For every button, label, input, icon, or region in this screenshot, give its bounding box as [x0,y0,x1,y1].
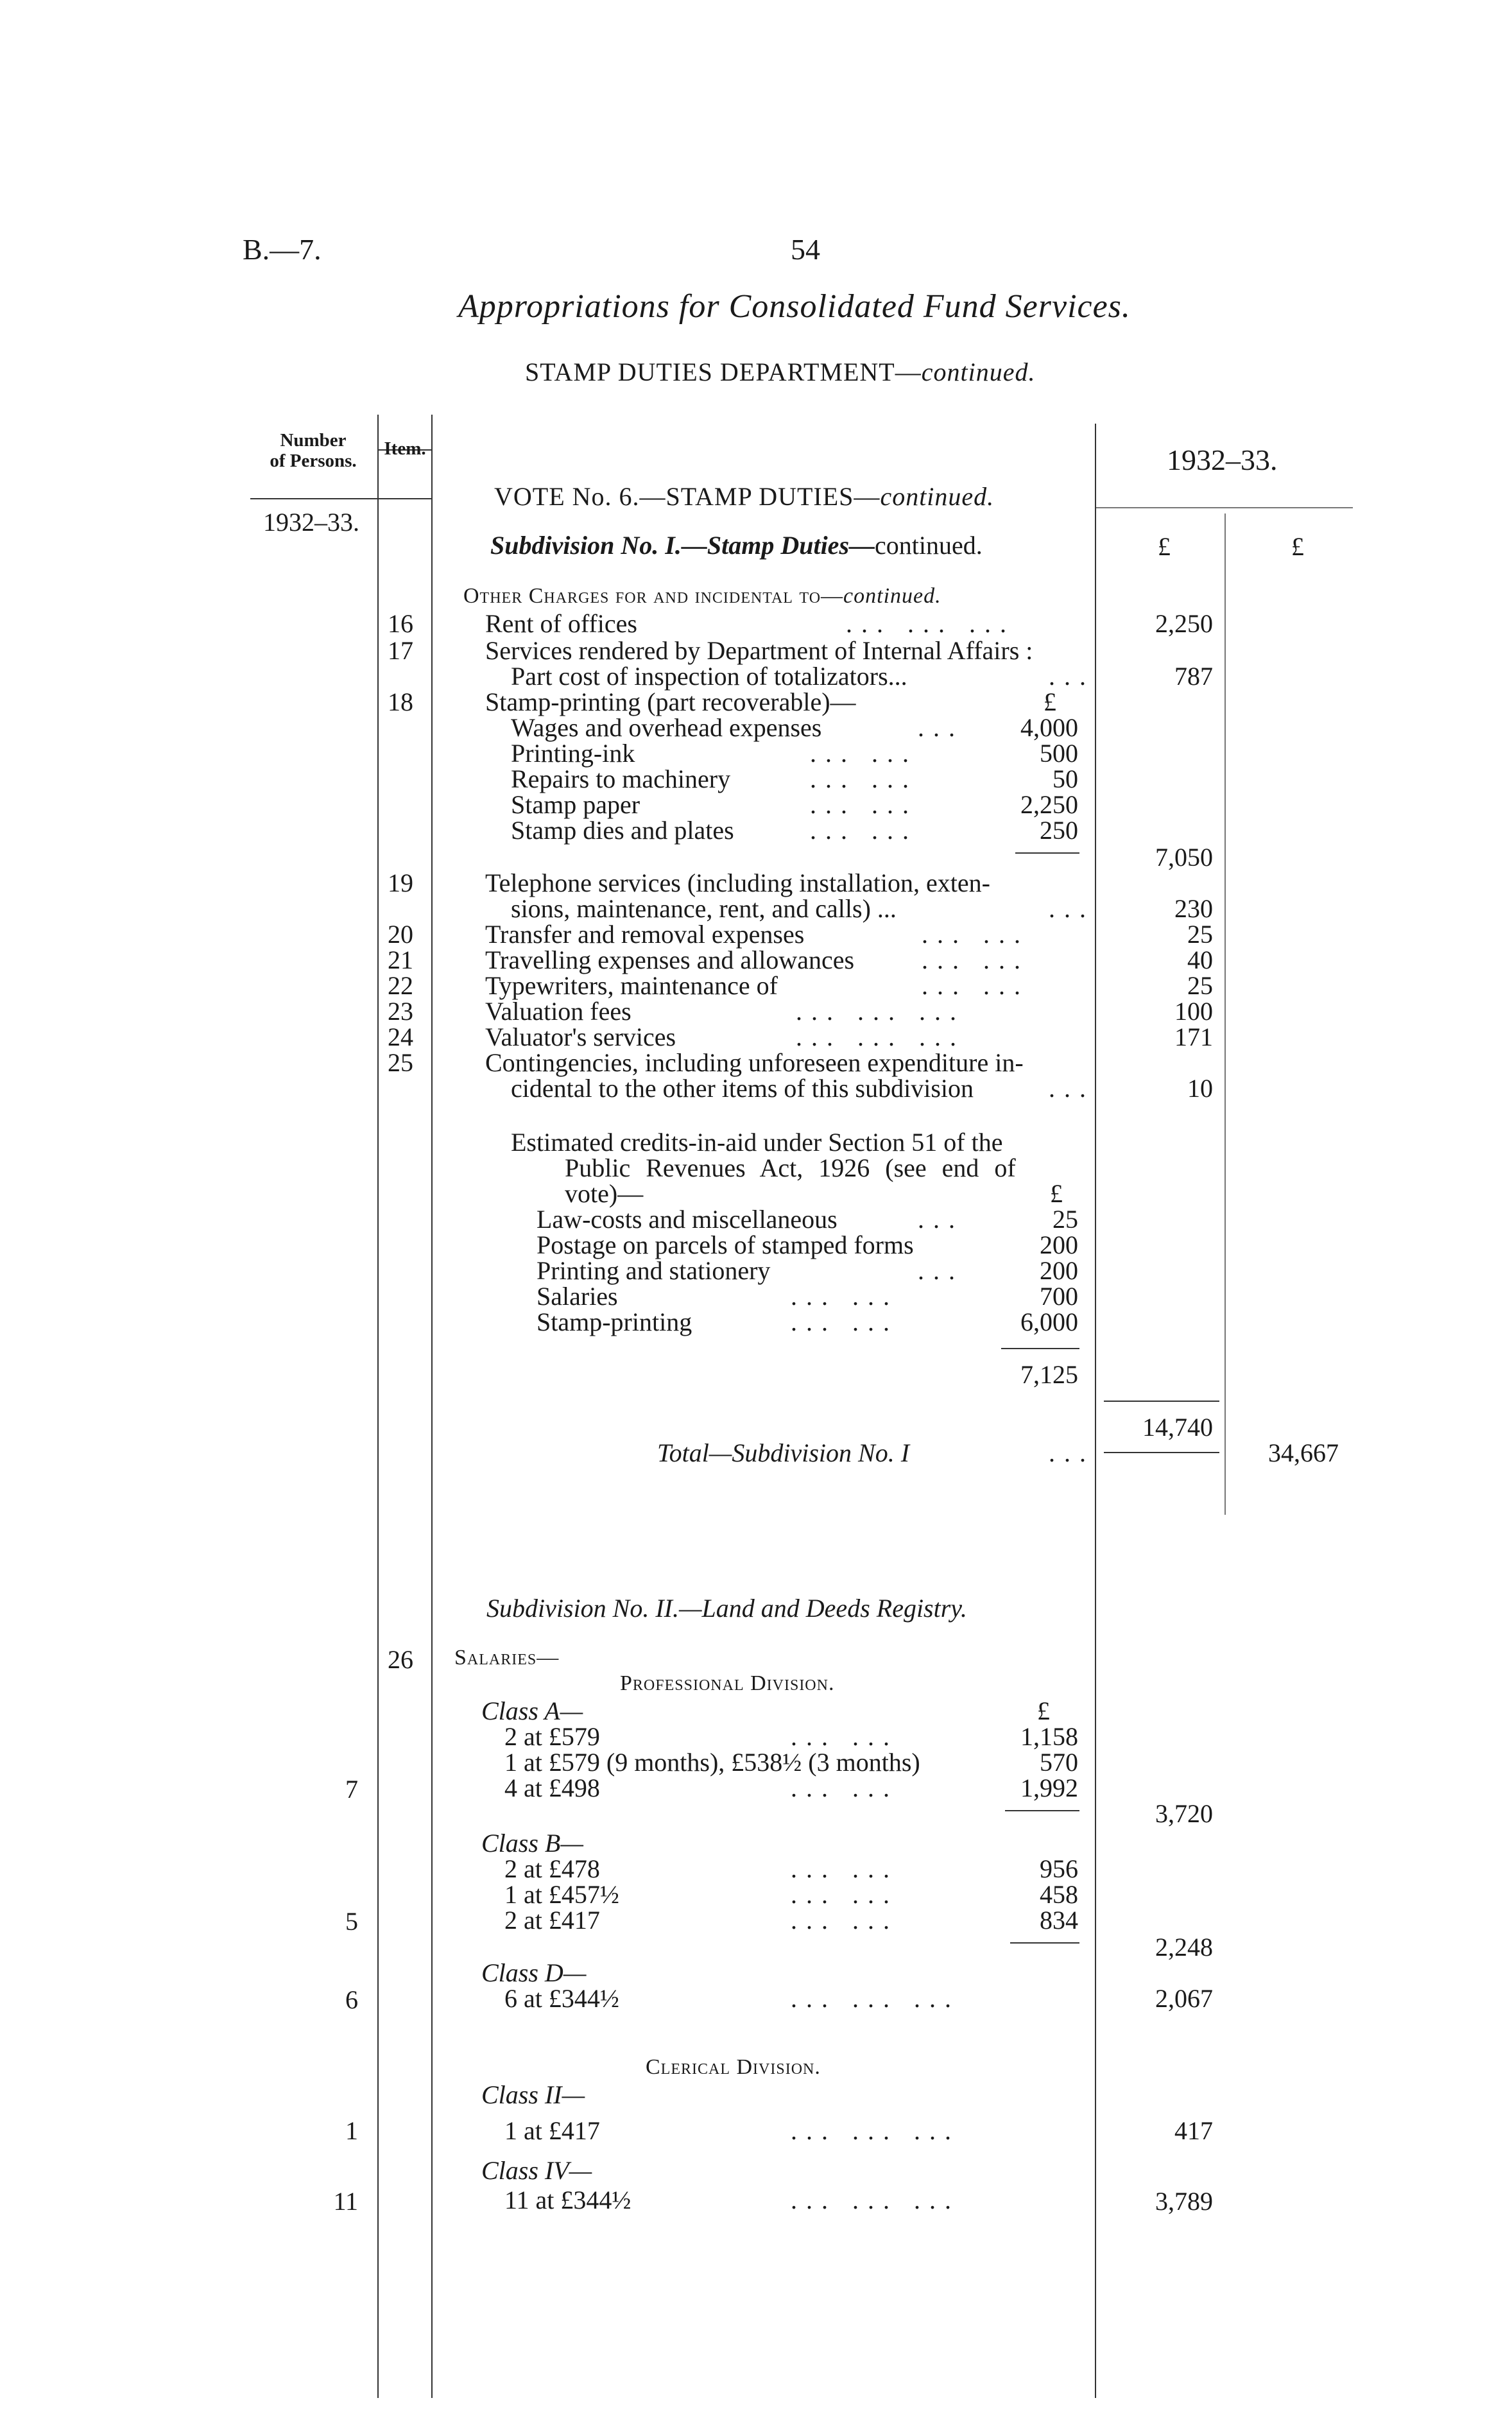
class-b-total: 2,248 [1155,1933,1213,1962]
item-text: Part cost of inspection of totalizators... [511,662,907,691]
item-number: 21 [388,945,413,974]
credit-value: 6,000 [1020,1307,1078,1336]
class-b-row: 2 at £478 [504,1854,600,1883]
item-amount: 787 [1174,662,1213,691]
item-number: 25 [388,1048,413,1077]
item-text: Telephone services (including installation, exten- [485,868,990,897]
leader-dots: ... ... [791,1906,898,1935]
item-number: 20 [388,920,413,949]
item-number: 22 [388,971,413,1000]
class-d-total: 2,067 [1155,1984,1213,2013]
credit-value: 200 [1040,1230,1078,1259]
subtotal-rule [1104,1452,1219,1453]
class-b-value: 956 [1040,1854,1078,1883]
sub-item-text: Printing-ink [511,739,635,768]
item-number: 18 [388,687,413,716]
leader-dots: ... ... [791,1880,898,1909]
credit-value: 25 [1052,1205,1078,1234]
class-a-row: 4 at £498 [504,1773,600,1802]
leader-dots: ... ... [791,1854,898,1883]
class-a-persons: 7 [345,1775,358,1804]
professional-division-heading: Professional Division. [620,1671,835,1695]
leader-dots: ... ... ... [791,2116,960,2145]
leader-dots: ... [1049,662,1095,691]
item-amount: 25 [1187,971,1213,1000]
leader-dots: ... ... ... [791,1984,960,2013]
item-number: 19 [388,868,413,897]
class-a-value: 1,158 [1020,1722,1078,1751]
item-number: 16 [388,609,413,638]
rule-item-right [431,415,433,2398]
class-b-row: 1 at £457½ [504,1880,619,1909]
item-amount: 2,250 [1155,609,1213,638]
class-ii-total: 417 [1174,2116,1213,2145]
vote-total-amount: 34,667 [1268,1438,1339,1467]
leader-dots: ... ... ... [791,2186,960,2214]
item-text: Contingencies, including unforeseen expenditure in- [485,1048,1024,1077]
credit-text: Printing and stationery [537,1256,771,1285]
other-charges-heading: Other Charges for and incidental to—continued. [463,584,941,608]
leader-dots: ... ... ... [796,997,965,1026]
rule-under-header-left [250,498,433,499]
leader-dots: ... [918,1256,964,1285]
class-ii-heading: Class II— [481,2080,585,2109]
credit-text: Law-costs and miscellaneous [537,1205,838,1234]
item-amount: 40 [1187,945,1213,974]
leader-dots: ... [918,713,964,742]
item-text: Services rendered by Department of Internal Affairs : [485,636,1033,665]
item-text: Rent of offices [485,609,637,638]
document-reference: B.—7. [243,233,322,266]
credits-intro-line1: Estimated credits-in-aid under Section 51 of the [511,1128,1003,1157]
credit-text: Postage on parcels of stamped forms [537,1230,914,1259]
pound-column1: £ [1158,532,1171,561]
leader-dots: ... ... [922,971,1029,1000]
item-text: Travelling expenses and allowances [485,945,855,974]
page-number: 54 [791,233,820,266]
class-a-row: 1 at £579 (9 months), £538½ (3 months) [504,1748,920,1777]
sub-item-text: Repairs to machinery [511,764,731,793]
sub-item-value: 250 [1040,816,1078,845]
item-number: 17 [388,636,413,665]
subdivision-1-amount: 14,740 [1142,1413,1213,1442]
item-text: cidental to the other items of this subdivision [511,1074,974,1103]
sub-item-value: 50 [1052,764,1078,793]
leader-dots: ... ... [810,764,918,793]
item-number: 23 [388,997,413,1026]
vote-title: VOTE No. 6.—STAMP DUTIES—continued. [494,482,995,511]
persons-year: 1932–33. [263,508,359,537]
item-text: Valuator's services [485,1022,676,1051]
subtotal-rule [1015,852,1079,854]
credits-intro-line2: Public Revenues Act, 1926 (see end of [565,1153,1016,1182]
class-iv-heading: Class IV— [481,2156,592,2185]
pound-column2: £ [1291,532,1304,561]
item-amount: 25 [1187,920,1213,949]
leader-dots: ... [918,1205,964,1234]
leader-dots: ... [1049,894,1095,923]
item-amount: 171 [1174,1022,1213,1051]
class-b-value: 834 [1040,1906,1078,1935]
item-header: Item. [384,438,426,459]
sub-item-text: Stamp paper [511,790,640,819]
persons-header-line1: Number [280,430,347,451]
class-a-value: 570 [1040,1748,1078,1777]
item-amount: 10 [1187,1074,1213,1103]
class-a-total: 3,720 [1155,1799,1213,1828]
class-a-heading: Class A— [481,1696,583,1725]
page-title: Appropriations for Consolidated Fund Services. [458,288,1131,325]
leader-dots: ... ... [791,1282,898,1311]
subdivision-2-title: Subdivision No. II.—Land and Deeds Registry. [486,1594,967,1623]
class-d-row: 6 at £344½ [504,1984,619,2013]
amount-year: 1932–33. [1167,444,1278,476]
class-ii-persons: 1 [345,2116,358,2145]
class-iv-row: 11 at £344½ [504,2186,631,2214]
item-text: Stamp-printing (part recoverable)— [485,687,856,716]
leader-dots: ... ... [922,945,1029,974]
item-text: Typewriters, maintenance of [485,971,778,1000]
item-text: Transfer and removal expenses [485,920,805,949]
subtotal-rule [1104,1401,1219,1402]
item-amount: 100 [1174,997,1213,1026]
leader-dots: ... ... [810,790,918,819]
class-b-row: 2 at £417 [504,1906,600,1935]
rule-amount2-left [1224,513,1226,1515]
leader-dots: ... ... [810,816,918,845]
leader-dots: ... ... ... [846,609,1015,638]
pound-sign: £ [1037,1696,1050,1725]
stamp-printing-total: 7,050 [1155,843,1213,872]
sub-item-text: Stamp dies and plates [511,816,734,845]
sub-item-value: 500 [1040,739,1078,768]
leader-dots: ... ... [791,1773,898,1802]
credit-text: Salaries [537,1282,618,1311]
class-iv-total: 3,789 [1155,2187,1213,2216]
salaries-heading: Salaries— [454,1646,560,1669]
class-b-value: 458 [1040,1880,1078,1909]
credits-intro-line3: vote)— [565,1179,644,1208]
subdivision-1-total-label: Total—Subdivision No. I [657,1438,910,1467]
class-iv-persons: 11 [333,2187,358,2216]
department-heading: STAMP DUTIES DEPARTMENT—continued. [525,358,1036,386]
item-text: Valuation fees [485,997,631,1026]
class-b-persons: 5 [345,1907,358,1936]
leader-dots: ... ... [791,1722,898,1751]
credits-total: 7,125 [1020,1360,1078,1389]
rule-under-year [1096,507,1353,508]
rule-persons-right [377,415,379,2398]
sub-item-text: Wages and overhead expenses [511,713,822,742]
credits-total-rule [1001,1348,1079,1349]
credit-value: 200 [1040,1256,1078,1285]
sub-item-value: 4,000 [1020,713,1078,742]
persons-header-line2: of Persons. [270,451,357,471]
class-d-persons: 6 [345,1985,358,2014]
class-a-value: 1,992 [1020,1773,1078,1802]
leader-dots: ... [1049,1074,1095,1103]
item-text: sions, maintenance, rent, and calls) ... [511,894,897,923]
sub-item-value: 2,250 [1020,790,1078,819]
item-number: 24 [388,1022,413,1051]
subdivision-1-title: Subdivision No. I.—Stamp Duties—continued. [490,531,983,560]
pound-sign: £ [1050,1179,1063,1208]
class-ii-row: 1 at £417 [504,2116,600,2145]
subtotal-rule [1010,1942,1079,1944]
subtotal-rule [1005,1810,1079,1811]
leader-dots: ... ... [922,920,1029,949]
credit-text: Stamp-printing [537,1307,692,1336]
leader-dots: ... [1049,1438,1095,1467]
clerical-division-heading: Clerical Division. [646,2055,821,2079]
credit-value: 700 [1040,1282,1078,1311]
class-d-heading: Class D— [481,1958,587,1987]
item-amount: 230 [1174,894,1213,923]
rule-amount1-left [1095,424,1096,2398]
leader-dots: ... ... [810,739,918,768]
leader-dots: ... ... ... [796,1022,965,1051]
pound-sign: £ [1044,687,1056,716]
leader-dots: ... ... [791,1307,898,1336]
class-b-heading: Class B— [481,1829,583,1858]
class-a-row: 2 at £579 [504,1722,600,1751]
item-number: 26 [388,1645,413,1674]
